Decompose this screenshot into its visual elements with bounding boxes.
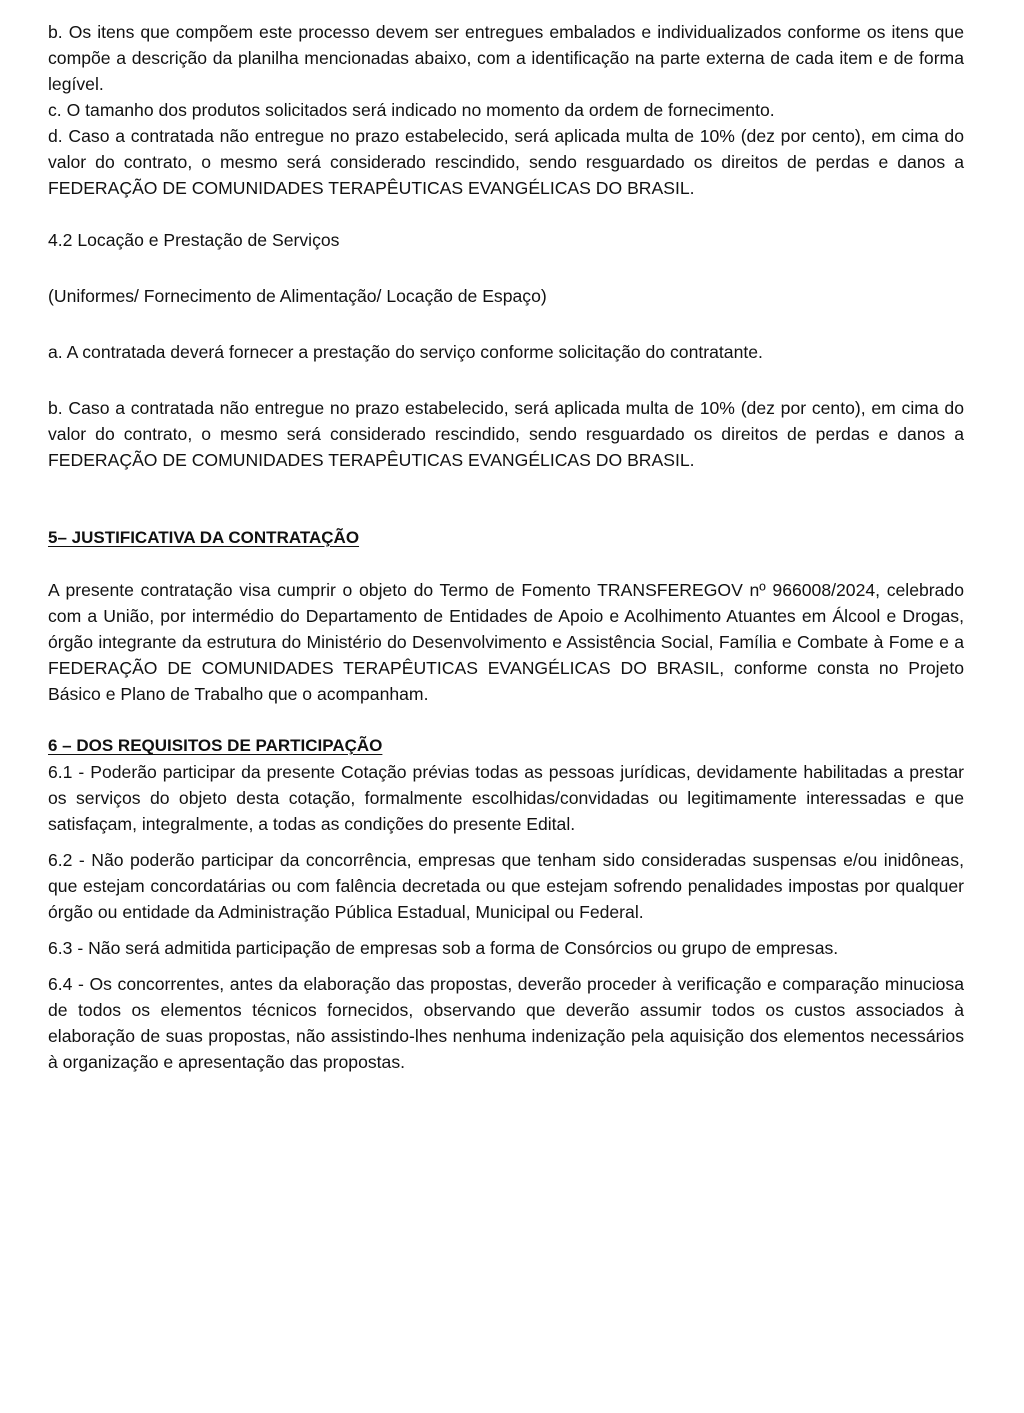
clause-6-1: 6.1 - Poderão participar da presente Cotação prévias todas as pessoas jurídicas, devidamente habilitadas a prestar os serviços do objeto desta cotação, formalmente escolhidas/convidadas ou legitimamente interessadas e que satisfaçam, integralmente, a todas as condições do presente Edital. [48,762,964,834]
clause-4-2-a: a. A contratada deverá fornecer a prestação do serviço conforme solicitação do contratante. [48,342,763,362]
clause-6-3: 6.3 - Não será admitida participação de empresas sob a forma de Consórcios ou grupo de empresas. [48,938,839,958]
section-6-heading: 6 – DOS REQUISITOS DE PARTICIPAÇÃO [48,736,383,755]
clause-4-1-d: d. Caso a contratada não entregue no prazo estabelecido, será aplicada multa de 10% (dez por cento), em cima do valor do contrato, o mesmo será considerado rescindido, sendo resguardado os direitos de perdas e danos a FEDERAÇÃO DE COMUNIDADES TERAPÊUTICAS EVANGÉLICAS DO BRASIL. [48,126,964,198]
document-page [48,19,964,1075]
clause-4-1-b: b. Os itens que compõem este processo devem ser entregues embalados e individualizados conforme os itens que compõe a descrição da planilha mencionadas abaixo, com a identificação na parte externa de cada item e de forma legível. [48,22,964,94]
section-5-heading: 5– JUSTIFICATIVA DA CONTRATAÇÃO [48,528,360,547]
section-5-body: A presente contratação visa cumprir o objeto do Termo de Fomento TRANSFEREGOV nº 966008/2024, celebrado com a União, por intermédio do Departamento de Entidades de Apoio e Acolhimento Atuantes em Álcool e Drogas, órgão integrante da estrutura do Ministério do Desenvolvimento e Assistência Social, Família e Combate à Fome e a FEDERAÇÃO DE COMUNIDADES TERAPÊUTICAS EVANGÉLICAS DO BRASIL, conforme consta no Projeto Básico e Plano de Trabalho que o acompanham. [48,580,964,704]
clause-6-4: 6.4 - Os concorrentes, antes da elaboração das propostas, deverão proceder à verificação e comparação minuciosa de todos os elementos técnicos fornecidos, observando que deverão assumir todos os custos associados à elaboração de suas propostas, não assistindo-lhes nenhuma indenização pela aquisição dos elementos necessários à organização e apresentação das propostas. [48,974,964,1072]
subsection-4-2-title: 4.2 Locação e Prestação de Serviços [48,230,340,250]
clause-4-2-b: b. Caso a contratada não entregue no prazo estabelecido, será aplicada multa de 10% (dez por cento), em cima do valor do contrato, o mesmo será considerado rescindido, sendo resguardado os direitos de perdas e danos a FEDERAÇÃO DE COMUNIDADES TERAPÊUTICAS EVANGÉLICAS DO BRASIL. [48,398,964,470]
subsection-4-2-scope: (Uniformes/ Fornecimento de Alimentação/ Locação de Espaço) [48,286,547,306]
clause-6-2: 6.2 - Não poderão participar da concorrência, empresas que tenham sido consideradas suspensas e/ou inidôneas, que estejam concordatárias ou com falência decretada ou que estejam sofrendo penalidades impostas por qualquer órgão ou entidade da Administração Pública Estadual, Municipal ou Federal. [48,850,964,922]
clause-4-1-c: c. O tamanho dos produtos solicitados será indicado no momento da ordem de fornecimento. [48,100,775,120]
